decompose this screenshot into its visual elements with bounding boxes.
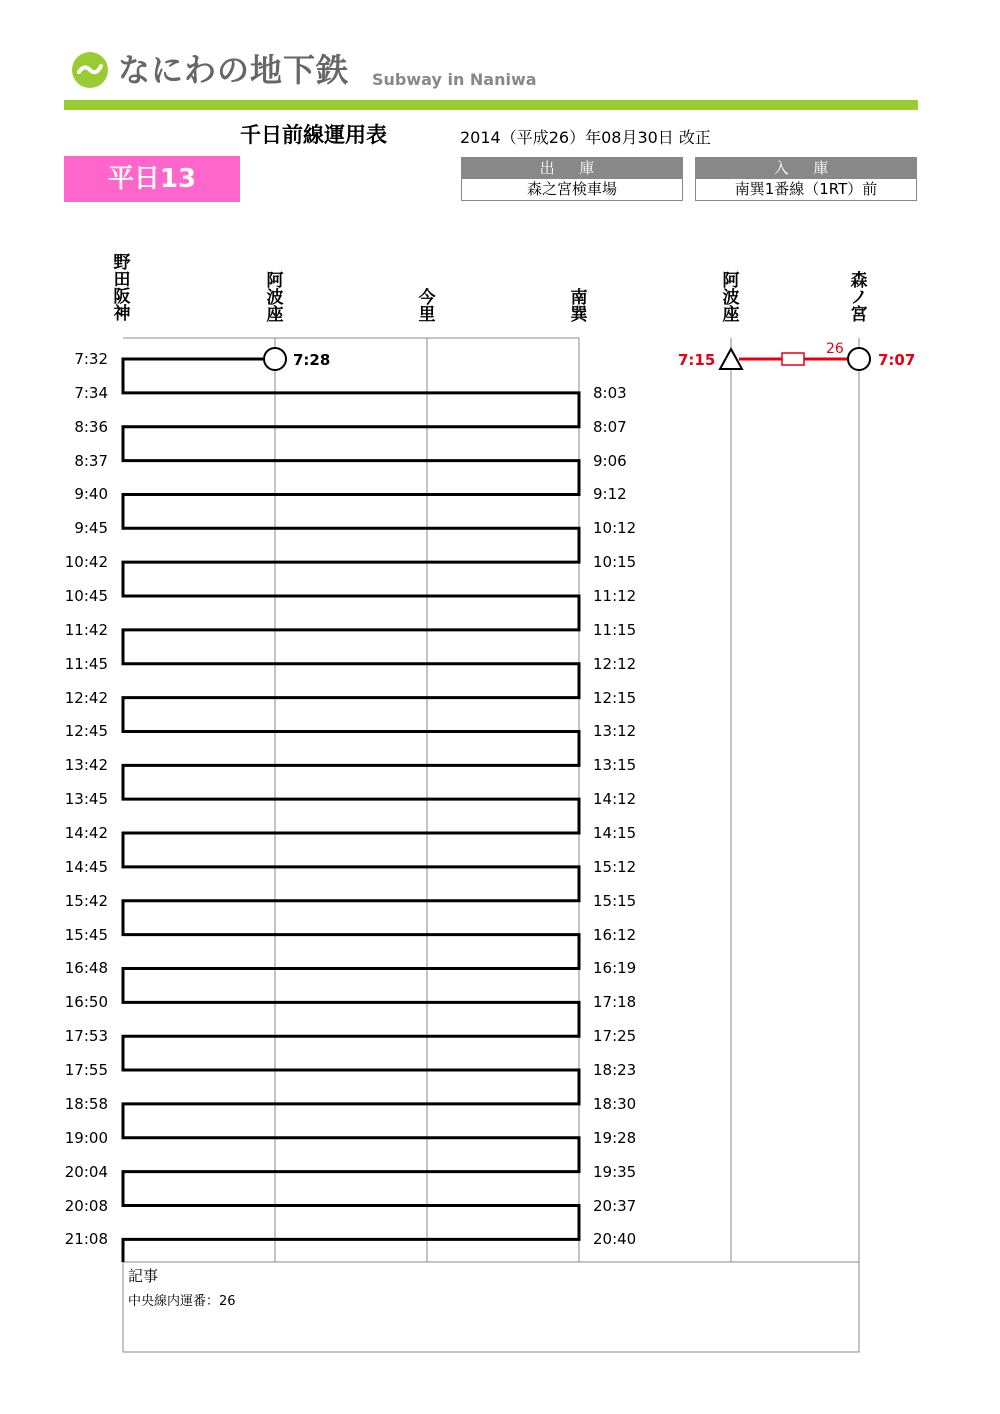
right-time-label: 13:12 <box>593 722 637 741</box>
chuo-start-circle <box>848 348 870 370</box>
left-time-label: 21:08 <box>64 1230 108 1249</box>
station-minami-tatsumi: 南巽 <box>570 288 588 325</box>
right-time-label: 20:40 <box>593 1230 637 1249</box>
revision-date: 2014（平成26）年08月30日 改正 <box>460 128 711 147</box>
left-time-label: 10:42 <box>64 553 108 572</box>
right-time-label: 9:12 <box>593 485 627 504</box>
right-time-label: 19:28 <box>593 1128 637 1147</box>
chuo-run-number: 26 <box>826 341 844 357</box>
left-time-label: 13:45 <box>64 790 108 809</box>
left-time-label: 19:00 <box>64 1128 108 1147</box>
right-time-label: 18:23 <box>593 1061 637 1080</box>
left-time-label: 20:04 <box>64 1162 108 1181</box>
right-time-label: 15:15 <box>593 891 637 910</box>
station-morinomiya: 森ノ宮 <box>850 271 868 325</box>
right-time-label: 17:18 <box>593 993 637 1012</box>
station-awaza: 阿波座 <box>266 271 284 325</box>
chuo-arrive-triangle <box>720 349 742 369</box>
notes-body: 中央線内運番：26 <box>128 1294 236 1309</box>
left-time-label: 14:45 <box>64 857 108 876</box>
station-awaza-chuo: 阿波座 <box>722 271 740 325</box>
start-circle <box>264 348 286 370</box>
left-time-label: 9:40 <box>74 485 108 504</box>
notes-title: 記事 <box>128 1267 159 1285</box>
page-title: 千日前線運用表 <box>240 123 387 147</box>
train-route <box>123 348 579 1262</box>
right-time-label: 8:03 <box>593 383 627 402</box>
chuo-line-segment <box>720 348 870 370</box>
right-time-label: 14:15 <box>593 824 637 843</box>
left-time-label: 8:36 <box>74 417 108 436</box>
right-time-label: 18:30 <box>593 1094 637 1113</box>
left-time-label: 12:45 <box>64 722 108 741</box>
right-time-label: 19:35 <box>593 1162 637 1181</box>
left-time-label: 17:53 <box>64 1027 108 1046</box>
left-time-label: 15:42 <box>64 891 108 910</box>
left-time-label: 14:42 <box>64 824 108 843</box>
left-time-label: 11:42 <box>64 620 108 639</box>
left-time-label: 16:48 <box>64 959 108 978</box>
left-time-label: 8:37 <box>74 451 108 470</box>
right-time-label: 12:12 <box>593 654 637 673</box>
right-time-label: 16:19 <box>593 959 637 978</box>
left-time-label: 9:45 <box>74 519 108 538</box>
start-time: 7:28 <box>293 351 331 369</box>
day-badge: 平日13 <box>64 156 240 202</box>
right-time-label: 16:12 <box>593 925 637 944</box>
left-time-label: 7:34 <box>74 383 108 402</box>
right-time-label: 9:06 <box>593 451 627 470</box>
left-time-label: 20:08 <box>64 1196 108 1215</box>
chuo-arrive-time: 7:15 <box>678 351 716 369</box>
right-time-label: 20:37 <box>593 1196 637 1215</box>
right-time-label: 10:15 <box>593 553 637 572</box>
left-time-label: 15:45 <box>64 925 108 944</box>
left-time-label: 13:42 <box>64 756 108 775</box>
right-time-label: 17:25 <box>593 1027 637 1046</box>
depot-in-value: 南巽1番線（1RT）前 <box>734 180 878 198</box>
station-noda-hanshin: 野田阪神 <box>113 253 131 324</box>
right-time-label: 8:07 <box>593 417 627 436</box>
diagram-grid <box>123 338 859 1352</box>
company-name: なにわの地下鉄 <box>118 51 350 89</box>
left-time-label: 16:50 <box>64 993 108 1012</box>
right-time-label: 12:15 <box>593 688 637 707</box>
right-time-label: 11:12 <box>593 587 637 606</box>
right-time-label: 14:12 <box>593 790 637 809</box>
right-time-label: 10:12 <box>593 519 637 538</box>
right-time-label: 15:12 <box>593 857 637 876</box>
right-time-label: 13:15 <box>593 756 637 775</box>
route-path <box>123 359 579 1262</box>
left-time-label: 11:45 <box>64 654 108 673</box>
left-time-label: 17:55 <box>64 1061 108 1080</box>
company-subtitle: Subway in Naniwa <box>372 70 537 89</box>
left-time-label: 12:42 <box>64 688 108 707</box>
right-time-label: 11:15 <box>593 620 637 639</box>
left-time-label: 10:45 <box>64 587 108 606</box>
depot-in-label: 入 庫 <box>696 158 916 179</box>
chuo-depart-time: 7:07 <box>878 351 916 369</box>
run-number-box <box>782 353 804 365</box>
left-time-label: 18:58 <box>64 1094 108 1113</box>
station-imazato: 今里 <box>418 288 436 325</box>
depot-out-label: 出 庫 <box>462 158 682 179</box>
left-time-label: 7:32 <box>74 350 108 368</box>
depot-out-value: 森之宮検車場 <box>526 180 617 198</box>
